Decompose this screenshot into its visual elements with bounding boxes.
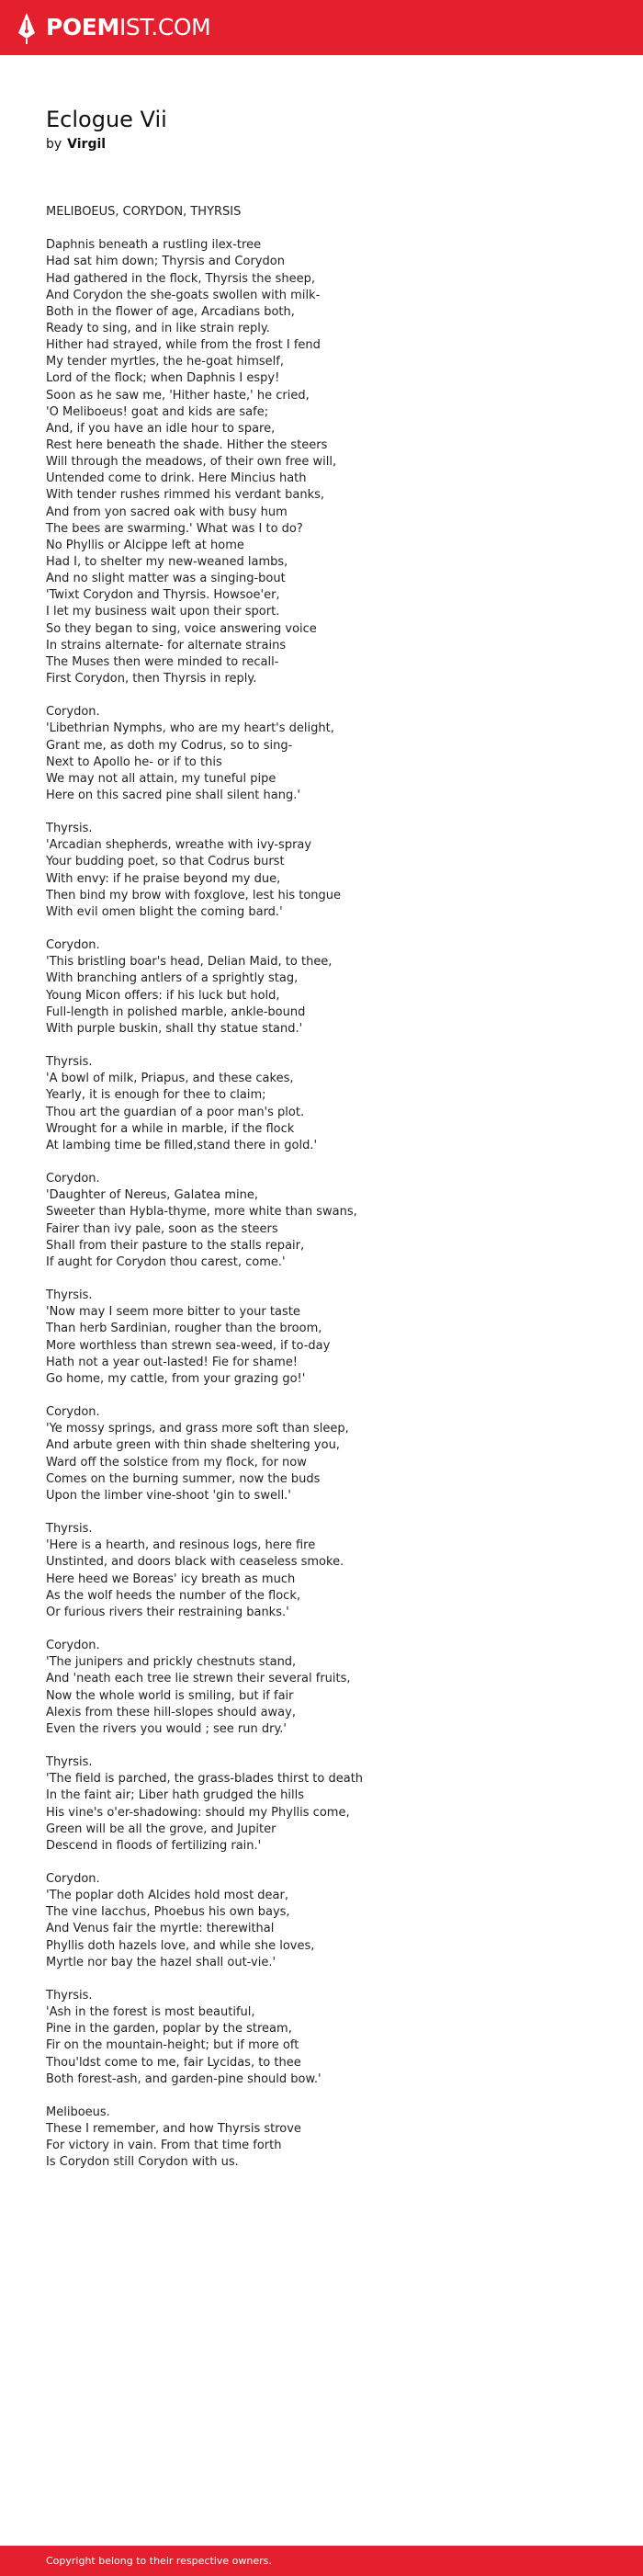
poem-line: Is Corydon still Corydon with us. xyxy=(46,2155,239,2170)
by-label: by xyxy=(46,137,62,152)
poem-line: Will through the meadows, of their own free will, xyxy=(46,455,337,470)
poem-line: My tender myrtles, the he-goat himself, xyxy=(46,355,284,369)
poem-line: Both in the flower of age, Arcadians both, xyxy=(46,304,295,319)
poem-line: Next to Apollo he- or if to this xyxy=(46,755,222,769)
poem-line: Descend in floods of fertilizing rain.' xyxy=(46,1838,262,1853)
poem-line: Go home, my cattle, from your grazing go!' xyxy=(46,1371,306,1386)
poem-line: Your budding poet, so that Codrus burst xyxy=(46,855,285,869)
stanza-gap xyxy=(46,1971,615,1988)
poem-line: Thyrsis. xyxy=(46,1755,93,1770)
poem-line: As the wolf heeds the number of the flock, xyxy=(46,1588,300,1603)
poem-line: The vine Iacchus, Phoebus his own bays, xyxy=(46,1905,290,1920)
poem-line: Or furious rivers their restraining banks.' xyxy=(46,1605,289,1619)
stanza-gap xyxy=(46,1388,615,1404)
poem-line: 'Twixt Corydon and Thyrsis. Howsoe'er, xyxy=(46,588,280,603)
poem-line: Green will be all the grove, and Jupiter xyxy=(46,1821,276,1836)
poem-line: 'The junipers and prickly chestnuts stand, xyxy=(46,1655,297,1670)
poem-line: If aught for Corydon thou carest, come.' xyxy=(46,1254,286,1269)
stanza xyxy=(46,2105,615,2172)
poem-line: 'The field is parched, the grass-blades thirst to death xyxy=(46,1772,364,1787)
poem-line: 'Daughter of Nereus, Galatea mine, xyxy=(46,1188,259,1203)
poem-line: So they began to sing, voice answering voice xyxy=(46,621,317,636)
poem-line: More worthless than strewn sea-weed, if to-day xyxy=(46,1338,331,1353)
poem-line: And arbute green with thin shade sheltering you, xyxy=(46,1438,340,1453)
poem-line: Than herb Sardinian, rougher than the broom, xyxy=(46,1322,322,1336)
poem-line: And from yon sacred oak with busy hum xyxy=(46,505,288,519)
stanza-gap xyxy=(46,687,615,704)
poem-line: For victory in vain. From that time forth xyxy=(46,2139,282,2153)
poem-line: 'Now may I seem more bitter to your taste xyxy=(46,1305,300,1320)
poem-line: Corydon. xyxy=(46,1405,100,1420)
stanza-gap xyxy=(46,1271,615,1288)
stanza-gap xyxy=(46,921,615,937)
poem-line: 'Ye mossy springs, and grass more soft than sleep, xyxy=(46,1422,349,1436)
poem-line: Alexis from these hill-slopes should away, xyxy=(46,1705,296,1719)
poem-line: The Muses then were minded to recall- xyxy=(46,654,279,669)
poem-line: Thyrsis. xyxy=(46,1989,93,2003)
poem-line: Both forest-ash, and garden-pine should bow.' xyxy=(46,2071,322,2086)
poem-line: With envy: if he praise beyond my due, xyxy=(46,871,281,886)
poem-line: Had gathered in the flock, Thyrsis the sheep, xyxy=(46,271,316,286)
stanza xyxy=(46,1404,615,1504)
poem-line: Wrought for a while in marble, if the flock xyxy=(46,1121,295,1136)
poem-line: With evil omen blight the coming bard.' xyxy=(46,904,283,919)
site-footer xyxy=(0,2546,643,2576)
poem-line: Hath not a year out-lasted! Fie for shame! xyxy=(46,1355,299,1369)
poem-line: Thyrsis. xyxy=(46,1055,93,1070)
stanza-gap xyxy=(46,1154,615,1171)
stanza xyxy=(46,704,615,804)
stanza xyxy=(46,1638,615,1738)
poem-line: Ready to sing, and in like strain reply. xyxy=(46,321,270,335)
poem-line: Thyrsis. xyxy=(46,1288,93,1303)
poem-line: First Corydon, then Thyrsis in reply. xyxy=(46,671,257,686)
poem-line: Untended come to drink. Here Mincius hath xyxy=(46,471,307,486)
poem-line: Unstinted, and doors black with ceaseless smoke. xyxy=(46,1555,344,1570)
stanza xyxy=(46,821,615,921)
stanza xyxy=(46,204,615,221)
poem-line: In strains alternate- for alternate strains xyxy=(46,638,287,653)
stanza-gap xyxy=(46,1738,615,1754)
pen-nib-icon xyxy=(17,11,37,44)
stanza-gap xyxy=(46,804,615,821)
stanza xyxy=(46,1054,615,1154)
poem-line: 'A bowl of milk, Priapus, and these cakes, xyxy=(46,1072,294,1086)
stanza xyxy=(46,937,615,1038)
stanza xyxy=(46,1754,615,1855)
poem-line: At lambing time be filled,stand there in gold.' xyxy=(46,1138,318,1152)
poem-line: Corydon. xyxy=(46,1872,100,1887)
poem-line: Grant me, as doth my Codrus, so to sing- xyxy=(46,738,293,753)
poem-line: Pine in the garden, poplar by the stream, xyxy=(46,2022,292,2037)
stanza-gap xyxy=(46,1504,615,1521)
stanza xyxy=(46,1521,615,1621)
poem-line: No Phyllis or Alcippe left at home xyxy=(46,538,244,552)
stanza xyxy=(46,1288,615,1388)
stanza xyxy=(46,1988,615,2088)
poem-line: These I remember, and how Thyrsis strove xyxy=(46,2122,301,2137)
poem-line: 'This bristling boar's head, Delian Maid, to thee, xyxy=(46,955,333,970)
poem-line: Shall from their pasture to the stalls repair, xyxy=(46,1238,305,1253)
poem-line: Thyrsis. xyxy=(46,1522,93,1537)
brand-light: IST.COM xyxy=(118,14,211,40)
poem-line: Even the rivers you would ; see run dry.' xyxy=(46,1721,287,1736)
poem-line: Had I, to shelter my new-weaned lambs, xyxy=(46,554,288,569)
stanza xyxy=(46,237,615,687)
site-logo-text xyxy=(46,14,210,41)
poem-line: Myrtle nor bay the hazel shall out-vie.' xyxy=(46,1955,276,1969)
poem-line: The bees are swarming.' What was I to do? xyxy=(46,521,303,536)
poem-line: Hither had strayed, while from the frost I fend xyxy=(46,338,321,353)
site-logo-link[interactable] xyxy=(17,11,210,44)
poem-line: Thou art the guardian of a poor man's plot. xyxy=(46,1105,305,1119)
poem-line: And Venus fair the myrtle: therewithal xyxy=(46,1922,275,1936)
poem-line: Lord of the flock; when Daphnis I espy! xyxy=(46,371,280,386)
stanza-gap xyxy=(46,221,615,237)
poem-line: 'Arcadian shepherds, wreathe with ivy-spray xyxy=(46,838,312,853)
poem-line: 'The poplar doth Alcides hold most dear, xyxy=(46,1889,288,1903)
poem-line: Fairer than ivy pale, soon as the steers xyxy=(46,1221,278,1236)
poem-line: Now the whole world is smiling, but if fair xyxy=(46,1688,294,1703)
poem-line: Thou'ldst come to me, fair Lycidas, to thee xyxy=(46,2055,301,2070)
poem-body xyxy=(46,204,615,2172)
poem-line: Soon as he saw me, 'Hither haste,' he cried, xyxy=(46,388,310,403)
poem-line: Had sat him down; Thyrsis and Corydon xyxy=(46,255,285,269)
poem-line: Full-length in polished marble, ankle-bound xyxy=(46,1004,306,1019)
poem-line: Corydon. xyxy=(46,1172,100,1186)
site-header xyxy=(0,0,643,55)
poem-line: Thyrsis. xyxy=(46,822,93,836)
poem-line: His vine's o'er-shadowing: should my Phyllis come, xyxy=(46,1805,350,1820)
poem-line: Corydon. xyxy=(46,938,100,953)
poem-line: Comes on the burning summer, now the buds xyxy=(46,1471,321,1486)
poem-line: Young Micon offers: if his luck but hold, xyxy=(46,988,280,1003)
poem-line: We may not all attain, my tuneful pipe xyxy=(46,771,276,786)
poem-line: Daphnis beneath a rustling ilex-tree xyxy=(46,238,262,253)
poem-line: Rest here beneath the shade. Hither the steers xyxy=(46,437,328,452)
poem-line: With tender rushes rimmed his verdant banks, xyxy=(46,488,325,503)
stanza-gap xyxy=(46,2088,615,2105)
poem-line: Ward off the solstice from my flock, for now xyxy=(46,1455,307,1470)
poem-line: 'Ash in the forest is most beautiful, xyxy=(46,2005,255,2020)
poem-title: Eclogue Vii xyxy=(46,107,167,132)
poem-line: Yearly, it is enough for thee to claim; xyxy=(46,1088,266,1103)
poem-line: 'Here is a hearth, and resinous logs, here fire xyxy=(46,1538,316,1553)
copyright-notice: Copyright belong to their respective owners. xyxy=(46,2555,272,2567)
poem-byline xyxy=(46,136,106,153)
poem-line: Here heed we Boreas' icy breath as much xyxy=(46,1572,296,1586)
poem-line: And 'neath each tree lie strewn their several fruits, xyxy=(46,1672,351,1686)
poem-line: Corydon. xyxy=(46,1639,100,1653)
poem-line: And, if you have an idle hour to spare, xyxy=(46,421,276,436)
poem-line: With branching antlers of a sprightly stag, xyxy=(46,971,299,986)
poem-line: Sweeter than Hybla-thyme, more white than swans, xyxy=(46,1205,357,1220)
poem-line: Corydon. xyxy=(46,705,100,720)
poem-line: In the faint air; Liber hath grudged the hills xyxy=(46,1788,305,1803)
poem-line: Upon the limber vine-shoot 'gin to swell.' xyxy=(46,1488,291,1503)
stanza-gap xyxy=(46,1855,615,1871)
poem-line: Meliboeus. xyxy=(46,2105,110,2120)
poem-line: Then bind my brow with foxglove, lest his tongue xyxy=(46,888,342,902)
poem-line: 'O Meliboeus! goat and kids are safe; xyxy=(46,404,269,419)
poem-line: Here on this sacred pine shall silent hang.' xyxy=(46,788,300,802)
stanza-gap xyxy=(46,1038,615,1054)
poem-line: I let my business wait upon their sport. xyxy=(46,605,280,619)
poem-line: MELIBOEUS, CORYDON, THYRSIS xyxy=(46,205,242,219)
stanza xyxy=(46,1871,615,1971)
stanza xyxy=(46,1171,615,1271)
author-link[interactable]: Virgil xyxy=(67,137,107,152)
poem-line: And Corydon the she-goats swollen with milk- xyxy=(46,288,321,302)
poem-line: Fir on the mountain-height; but if more oft xyxy=(46,2038,299,2053)
poem-line: And no slight matter was a singing-bout xyxy=(46,572,286,586)
stanza-gap xyxy=(46,1621,615,1638)
poem-line: 'Libethrian Nymphs, who are my heart's delight, xyxy=(46,721,334,736)
poem-line: Phyllis doth hazels love, and while she loves, xyxy=(46,1938,315,1953)
poem-line: With purple buskin, shall thy statue stand.' xyxy=(46,1021,303,1036)
brand-strong: POEM xyxy=(46,14,119,40)
